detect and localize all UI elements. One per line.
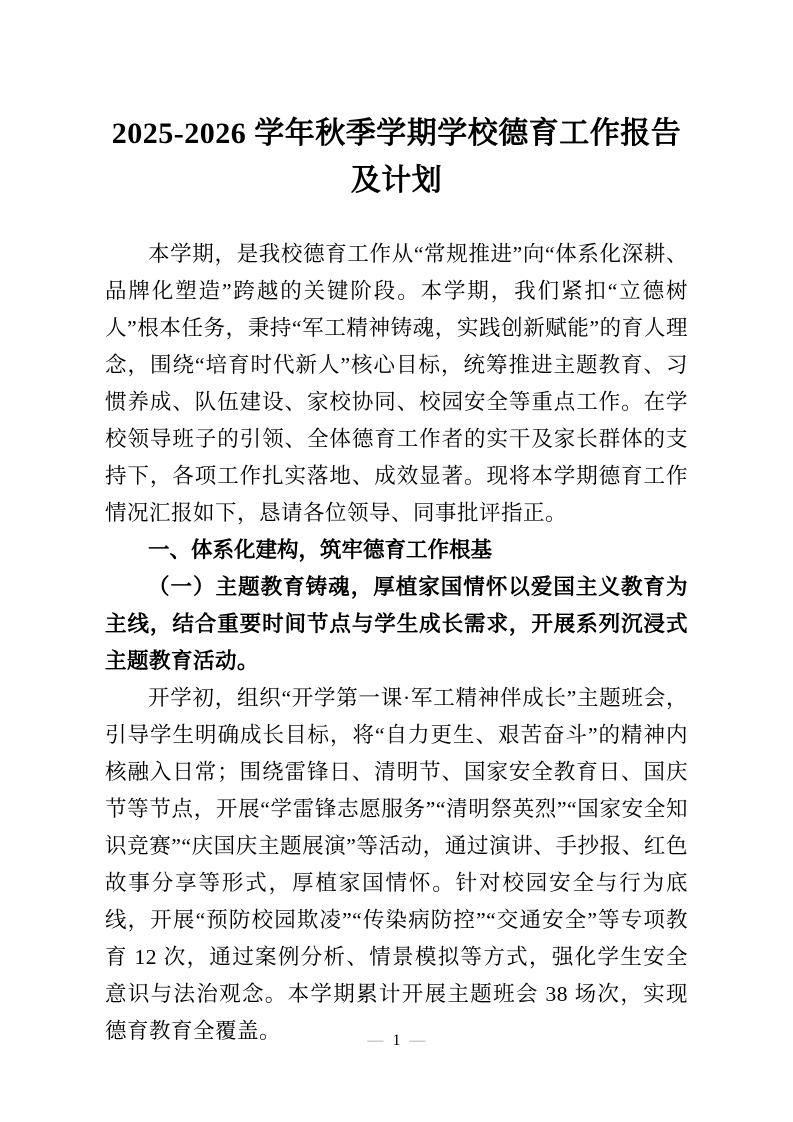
document-title: 2025-2026 学年秋季学期学校德育工作报告及计划 [111, 117, 682, 197]
footer-dash-left: — [367, 1032, 384, 1049]
paragraph-subsection-1-lead: （一）主题教育铸魂，厚植家国情怀以爱国主义教育为主线，结合重要时间节点与学生成长需求，开展系列沉浸式主题教育活动。 [105, 575, 688, 673]
paragraph-intro: 本学期，是我校德育工作从“常规推进”向“体系化深耕、品牌化塑造”跨越的关键阶段。本学期，我们紧扣“立德树人”根本任务，秉持“军工精神铸魂，实践创新赋能”的育人理念，围绕“培育时代新人”核心目标，统筹推进主题教育、习惯养成、队伍建设、家校协同、校园安全等重点工作。在学校领导班子的引领、全体德育工作者的实干及家长群体的支持下，各项工作扎实落地、成效显著。现将本学期德育工作情况汇报如下，恳请各位领导、同事批评指正。 [105, 242, 688, 525]
page-number: 1 [392, 1032, 401, 1049]
document-content [105, 110, 688, 1050]
paragraph-activities-detail: 开学初，组织“开学第一课·军工精神伴成长”主题班会，引导学生明确成长目标，将“自力更生、艰苦奋斗”的精神内核融入日常；围绕雷锋日、清明节、国家安全教育日、国庆节等节点，开展“学雷锋志愿服务”“清明祭英烈”“国家安全知识竞赛”“庆国庆主题展演”等活动，通过演讲、手抄报、红色故事分享等形式，厚植家国情怀。针对校园安全与行为底线，开展“预防校园欺凌”“传染病防控”“交通安全”等专项教育 12 次，通过案例分析、情景模拟等方式，强化学生安全意识与法治观念。本学期累计开展主题班会 38 场次，实现德育教育全覆盖。 [105, 686, 688, 1043]
footer-dash-right: — [409, 1032, 426, 1049]
page-footer [0, 1031, 793, 1051]
section-heading-1: 一、体系化建构，筑牢德育工作根基 [148, 538, 493, 562]
